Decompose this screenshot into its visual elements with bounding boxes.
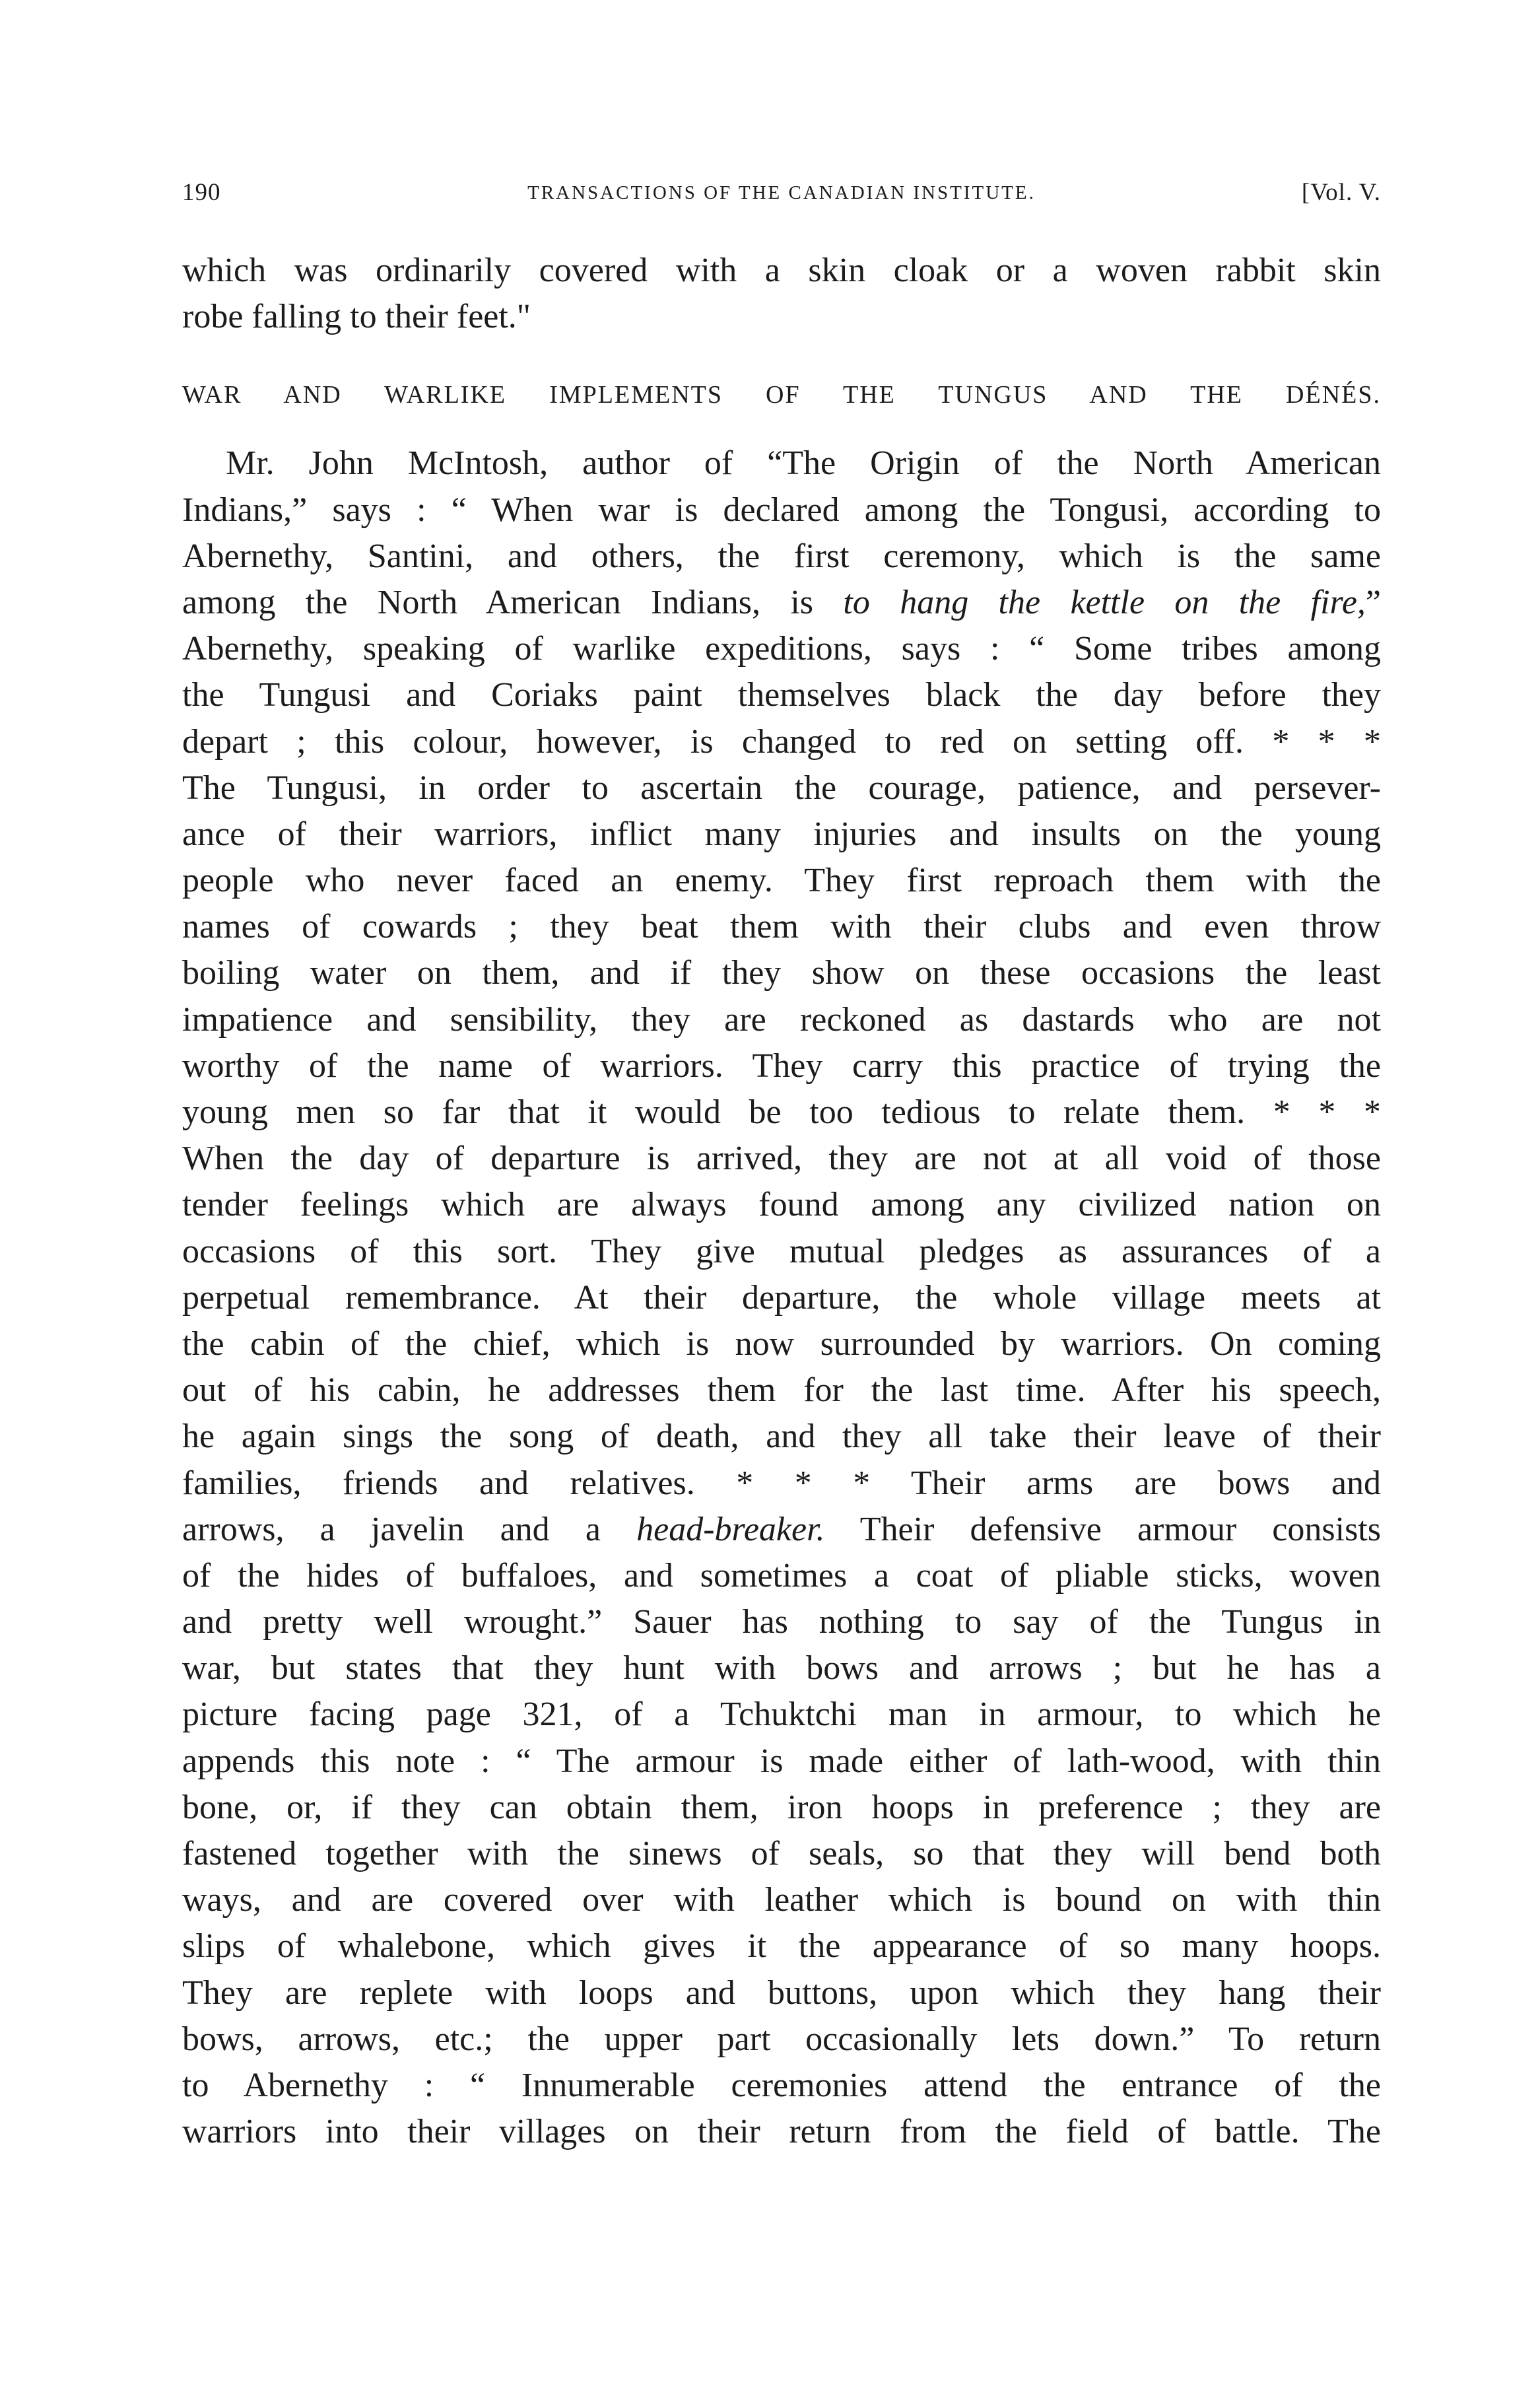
spacer <box>182 418 1381 440</box>
text-line: ance of their warriors, inflict many injuries and insults on the young <box>182 815 1381 853</box>
text-line: occasions of this sort. They give mutual pledges as assurances of a <box>182 1232 1381 1270</box>
text-line: tender feelings which are always found among any civilized nation on <box>182 1186 1381 1224</box>
text-line: names of cowards ; they beat them with their clubs and even throw <box>182 908 1381 946</box>
text-line: of the hides of buffaloes, and sometimes a coat of pliable sticks, woven <box>182 1556 1381 1594</box>
text-line: which was ordinarily covered with a skin cloak or a woven rabbit skin <box>182 252 1381 289</box>
text-line: impatience and sensibility, they are reckoned as dastards who are not <box>182 1000 1381 1039</box>
text-line: When the day of departure is arrived, they are not at all void of those <box>182 1140 1381 1178</box>
text-line: slips of whalebone, which gives it the appearance of so many hoops. <box>182 1927 1381 1966</box>
section-heading: WAR AND WARLIKE IMPLEMENTS OF THE TUNGUS AND THE DÉNÉS. <box>182 381 1381 409</box>
text-line <box>182 1507 1381 1553</box>
italic-text: to hang the kettle on the fire, <box>843 583 1366 621</box>
page-number: 190 <box>182 179 221 206</box>
text-run: among the North American Indians, is <box>182 583 844 621</box>
text-line: boiling water on them, and if they show on these occasions the least <box>182 954 1381 992</box>
text-line: people who never faced an enemy. They first reproach them with the <box>182 862 1381 900</box>
text-line: Indians,” says : “ When war is declared among the Tongusi, according to <box>182 491 1381 529</box>
journal-title: TRANSACTIONS OF THE CANADIAN INSTITUTE. <box>527 182 1036 203</box>
body-text <box>182 248 1381 2155</box>
text-line: to Abernethy : “ Innumerable ceremonies attend the entrance of the <box>182 2066 1381 2104</box>
paragraph <box>182 440 1381 2155</box>
text-line: he again sings the song of death, and they all take their leave of their <box>182 1418 1381 1456</box>
text-line: young men so far that it would be too tedious to relate them. * * * <box>182 1093 1381 1131</box>
text-line: bone, or, if they can obtain them, iron hoops in preference ; they are <box>182 1788 1381 1826</box>
text-line: Mr. John McIntosh, author of “The Origin of the North American <box>226 444 1381 483</box>
spacer <box>182 340 1381 372</box>
text-line: Abernethy, speaking of warlike expeditions, says : “ Some tribes among <box>182 630 1381 668</box>
text-line <box>182 580 1381 626</box>
text-line: The Tungusi, in order to ascertain the courage, patience, and persever- <box>182 769 1381 807</box>
text-line: Abernethy, Santini, and others, the first ceremony, which is the same <box>182 537 1381 575</box>
text-line: ways, and are covered over with leather which is bound on with thin <box>182 1881 1381 1919</box>
running-head <box>182 173 1381 213</box>
text-line: and pretty well wrought.” Sauer has nothing to say of the Tungus in <box>182 1603 1381 1641</box>
volume-label: [Vol. V. <box>1301 179 1381 206</box>
text-line: the Tungusi and Coriaks paint themselves black the day before they <box>182 676 1381 714</box>
text-line: They are replete with loops and buttons, upon which they hang their <box>182 1973 1381 2012</box>
text-run: arrows, a javelin and a <box>182 1510 637 1548</box>
text-line: perpetual remembrance. At their departure, the whole village meets at <box>182 1278 1381 1317</box>
text-line: robe falling to their feet." <box>182 298 531 336</box>
italic-text: head-breaker. <box>636 1510 825 1548</box>
text-line: out of his cabin, he addresses them for the last time. After his speech, <box>182 1371 1381 1410</box>
text-line: picture facing page 321, of a Tchuktchi man in armour, to which he <box>182 1696 1381 1734</box>
text-run: ” <box>1365 583 1381 621</box>
text-line: depart ; this colour, however, is changed to red on setting off. * * * <box>182 722 1381 761</box>
text-line: warriors into their villages on their return from the field of battle. The <box>182 2113 1381 2151</box>
text-line: fastened together with the sinews of seals, so that they will bend both <box>182 1835 1381 1872</box>
text-line: war, but states that they hunt with bows and arrows ; but he has a <box>182 1649 1381 1688</box>
text-run: Their defensive armour consists <box>824 1510 1381 1548</box>
text-line: bows, arrows, etc.; the upper part occasionally lets down.” To return <box>182 2020 1381 2058</box>
text-line: worthy of the name of warriors. They carry this practice of trying the <box>182 1046 1381 1085</box>
text-line: appends this note : “ The armour is made either of lath-wood, with thin <box>182 1742 1381 1780</box>
text-line: the cabin of the chief, which is now surrounded by warriors. On coming <box>182 1324 1381 1363</box>
text-line: families, friends and relatives. * * * Their arms are bows and <box>182 1464 1381 1502</box>
